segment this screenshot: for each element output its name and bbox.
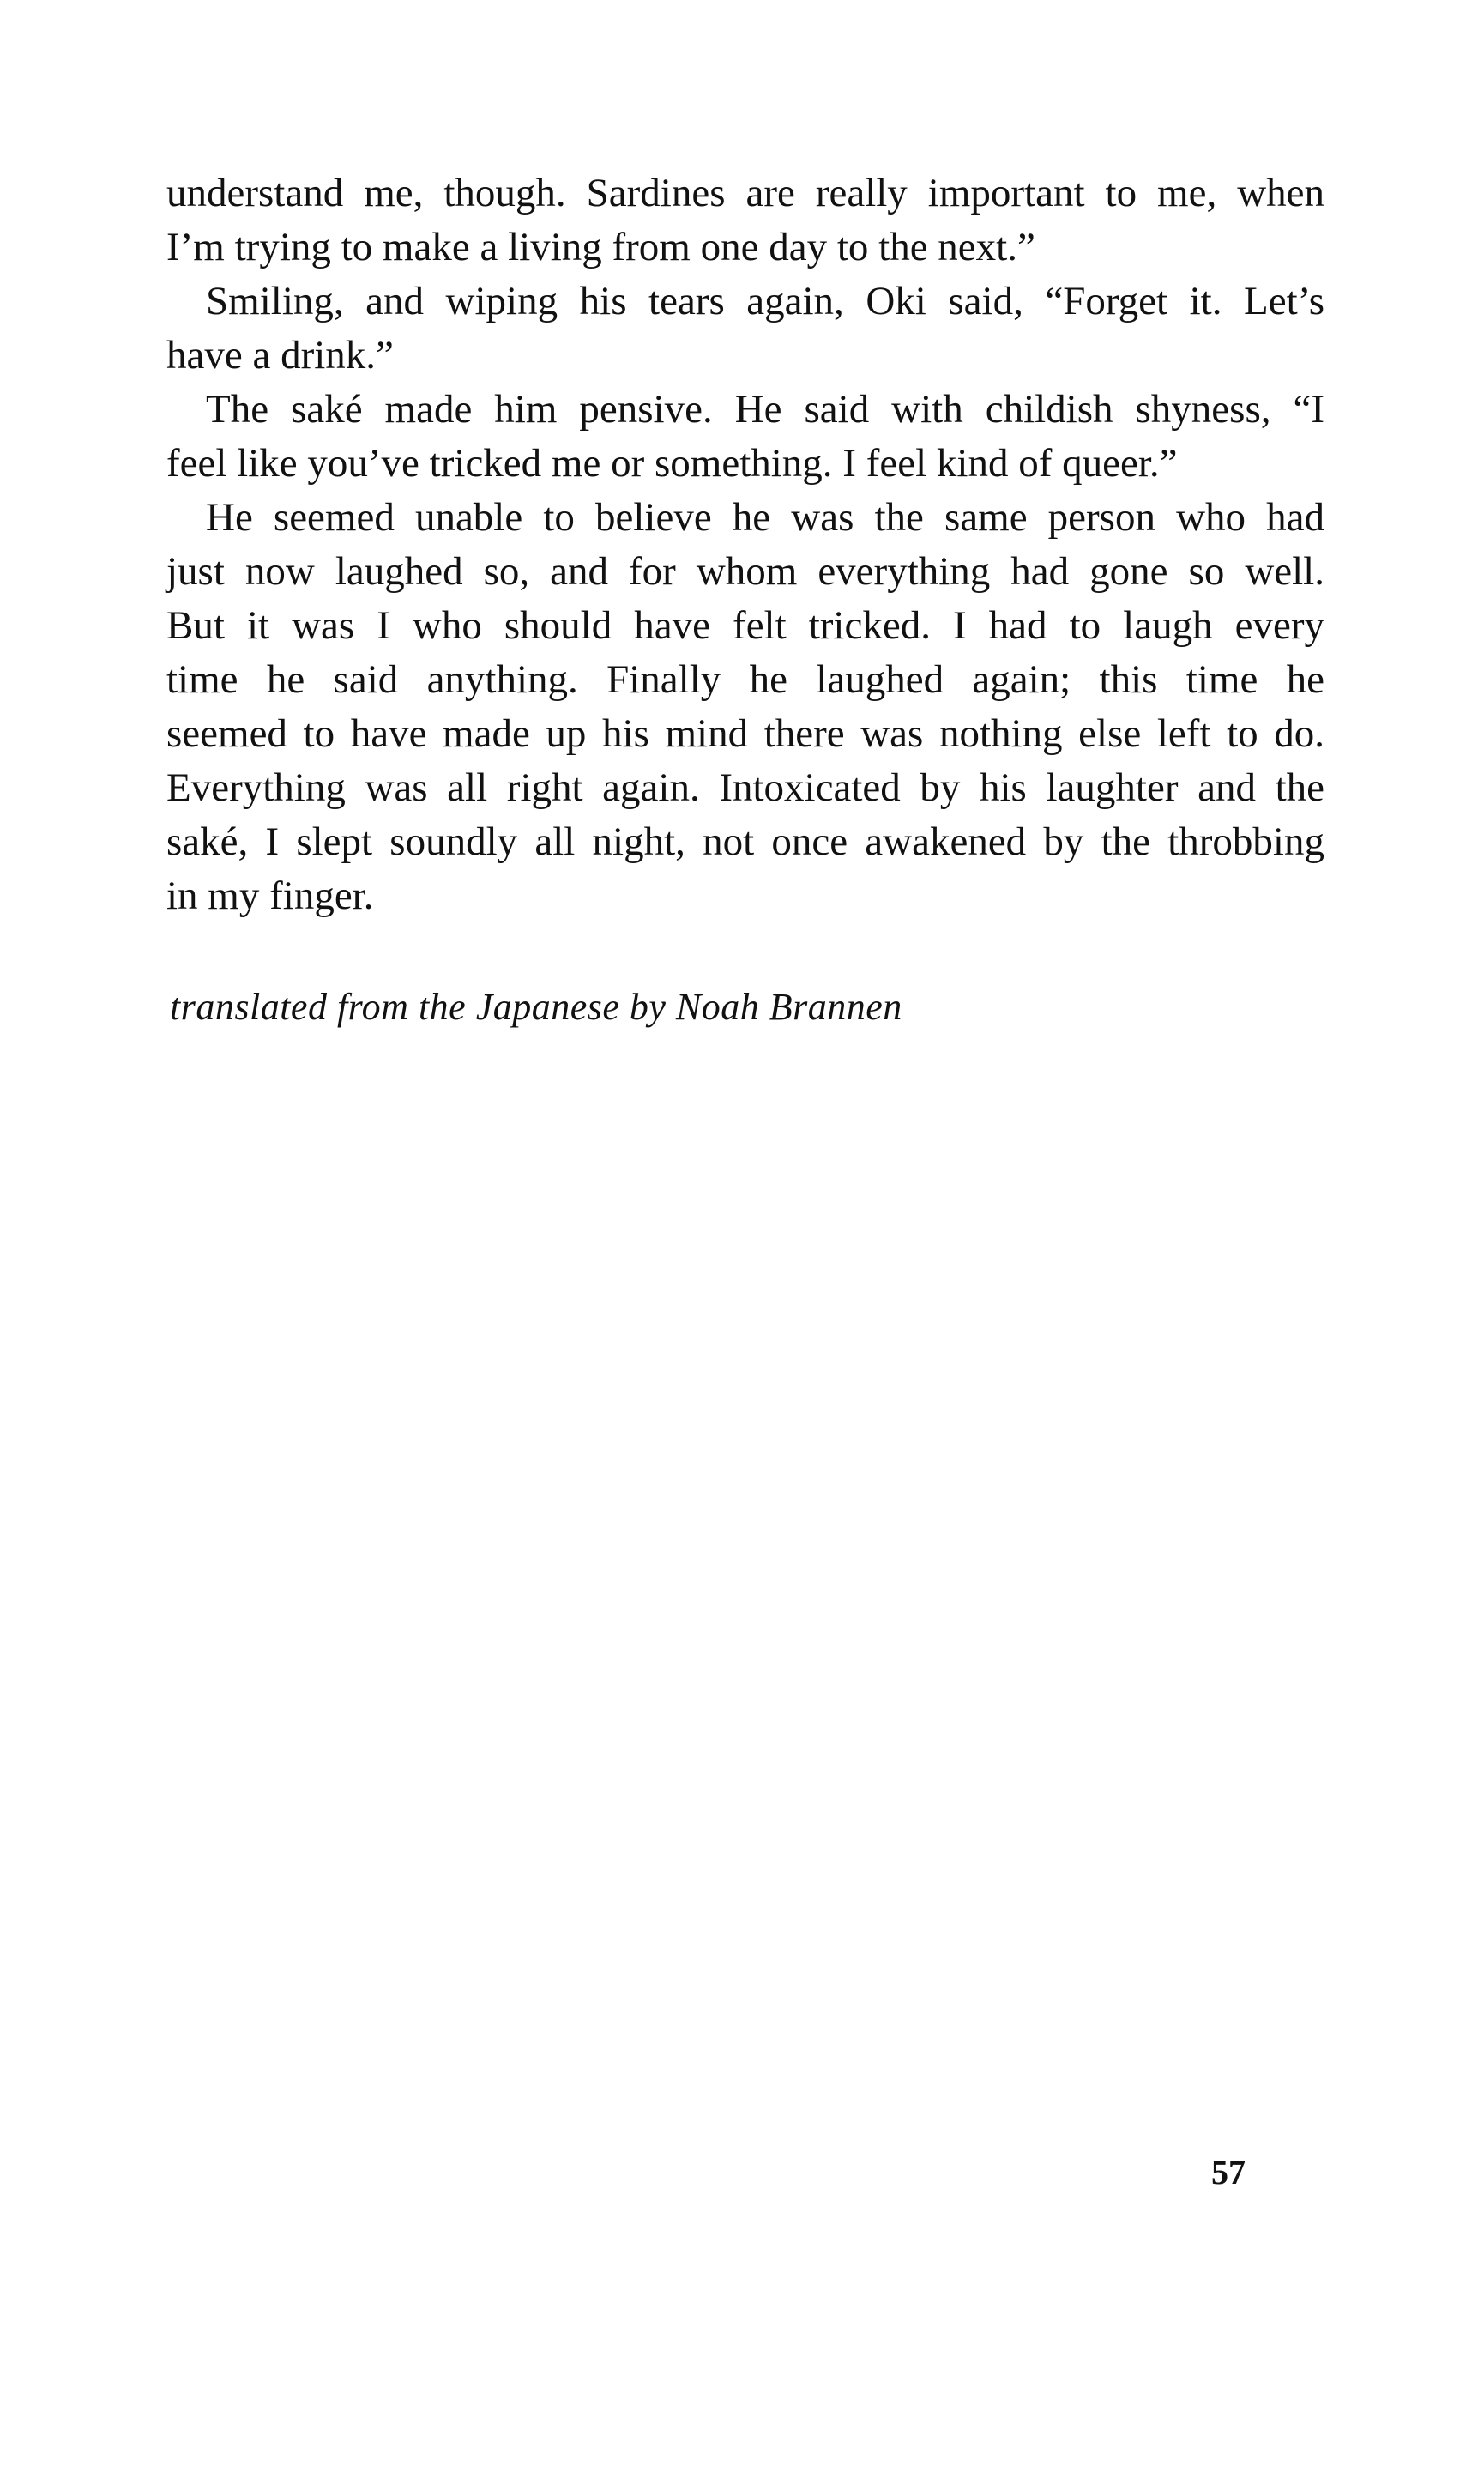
text-line: feel like you’ve tricked me or something. I feel kind of queer.” xyxy=(166,441,1178,486)
text-line: Smiling, and wiping his tears again, Oki said, “Forget it. Let’s xyxy=(206,279,1324,323)
translator-credit: translated from the Japanese by Noah Brannen xyxy=(170,986,902,1028)
text-line: The saké made him pensive. He said with childish shyness, “I xyxy=(206,387,1324,432)
text-line: He seemed unable to believe he was the same person who had xyxy=(206,495,1324,540)
page-number: 57 xyxy=(1211,2153,1246,2191)
text-line: time he said anything. Finally he laughed again; this time he xyxy=(166,657,1324,702)
text-line: seemed to have made up his mind there was nothing else left to do. xyxy=(166,711,1324,756)
text-line: understand me, though. Sardines are really important to me, when xyxy=(166,171,1324,215)
text-line: have a drink.” xyxy=(166,333,394,378)
body-text xyxy=(166,166,1324,923)
text-line: saké, I slept soundly all night, not once awakened by the throbbing xyxy=(166,819,1324,864)
text-line: Everything was all right again. Intoxicated by his laughter and the xyxy=(166,765,1324,810)
text-line: But it was I who should have felt tricked. I had to laugh every xyxy=(166,603,1324,648)
text-line: just now laughed so, and for whom everything had gone so well. xyxy=(166,549,1324,594)
text-line: in my finger. xyxy=(166,873,374,918)
text-line: I’m trying to make a living from one day to the next.” xyxy=(166,225,1035,269)
